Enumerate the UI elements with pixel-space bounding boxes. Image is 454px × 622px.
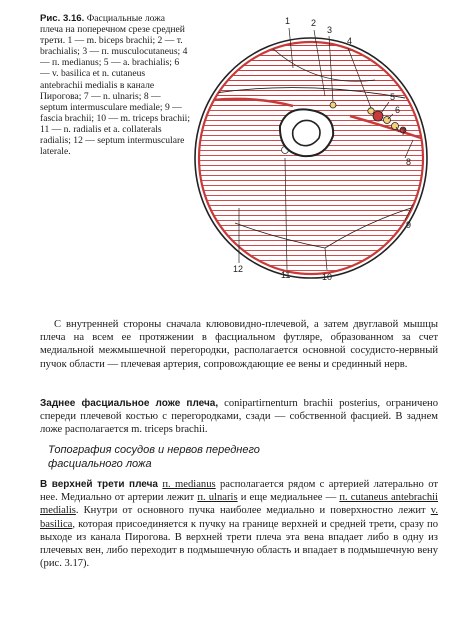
- label-11: 11: [281, 270, 291, 280]
- paragraph-upper-third: [40, 478, 438, 570]
- paragraph-1-text: С внутренней стороны сначала клювовидно-плечевой, а затем двуглавой мышцы плеча на всем ее протяжении в фасциальном футляре, образованном за счет медиальной межмышечной перегородки, располагается основной сосудисто-нервный пучок области — плечевая артерия, сопровождающие ее вены и срединный нерв.: [40, 319, 438, 370]
- paragraph-2-lead: Заднее фасциальное ложе плеча,: [40, 398, 219, 409]
- paragraph-anterior-bundle: [40, 318, 438, 371]
- term-ulnar-nerve: п. ulnaris: [197, 492, 238, 504]
- label-2: 2: [311, 18, 317, 28]
- figure-label: Рис. 3.16.: [40, 13, 85, 24]
- label-7: 7: [401, 127, 407, 137]
- p3-text-4: . Кнутри от основного пучка наиболее медиально и поверхностно лежит: [75, 505, 431, 517]
- label-6: 6: [395, 105, 401, 115]
- arm-cross-section-figure: [175, 8, 450, 298]
- label-5: 5: [390, 92, 396, 102]
- label-4: 4: [347, 36, 353, 46]
- label-1: 1: [285, 16, 291, 26]
- term-basilic-vein: v. basilica: [40, 505, 438, 530]
- p3-text-3: и еще медиальнее —: [237, 492, 340, 504]
- paragraph-3-lead: В верхней трети плеча: [40, 479, 158, 490]
- label-9: 9: [406, 220, 412, 230]
- paragraph-posterior-compartment: [40, 397, 438, 437]
- musculocutaneous-nerve: [330, 102, 336, 108]
- label-12: 12: [233, 264, 244, 274]
- label-10: 10: [322, 272, 333, 282]
- term-median-nerve: п. medianus: [162, 479, 216, 490]
- label-8: 8: [406, 157, 412, 167]
- figure-caption: [40, 13, 190, 157]
- p3-text-5: , которая присоединяется к пучку на границе верхней и средней трети, сразу по выходе из канала Пирогова. В верхней трети плеча эта вена впадает либо в одну из плечевых вен, либо переходит в подмышечную область и впадает в подмышечную вену (рис. 3.17).: [40, 518, 438, 570]
- caption-text: Фасциальные ложа плеча на поперечном срезе средней трети. 1 — m. biceps brachii; 2 — т. brachialis; 3 — п. musculocutaneus; 4 — п. medianus; 5 — a. brachialis; 6 — v. basilica et n. cutaneus antebrachii medialis в канале Пирогова; 7 — n. ulnaris; 8 — septum intermusculare mediale; 9 — fascia brachii; 10 — m. triceps brachii; 11 — n. radialis et a. collaterals radialis; 12 — septum intermusculare laterale.: [40, 13, 190, 158]
- paragraph-2-text: conipartirnenturn brachii posterius, ограничено спереди плечевой костью с перегородками, сзади — собственной фасцией. В заднем ложе располагается m. triceps brachii.: [40, 398, 438, 436]
- term-cutaneous-nerve: п. cutaneus antebrachii medialis: [40, 492, 438, 517]
- p3-text-2: располагается рядом с артерией латерально от нее. Медиально от артерии лежит: [40, 479, 438, 504]
- section-subheading: Топография сосудов и нервов переднего фасциального ложа: [48, 444, 260, 470]
- label-3: 3: [327, 25, 333, 35]
- humerus-cavity: [293, 120, 320, 145]
